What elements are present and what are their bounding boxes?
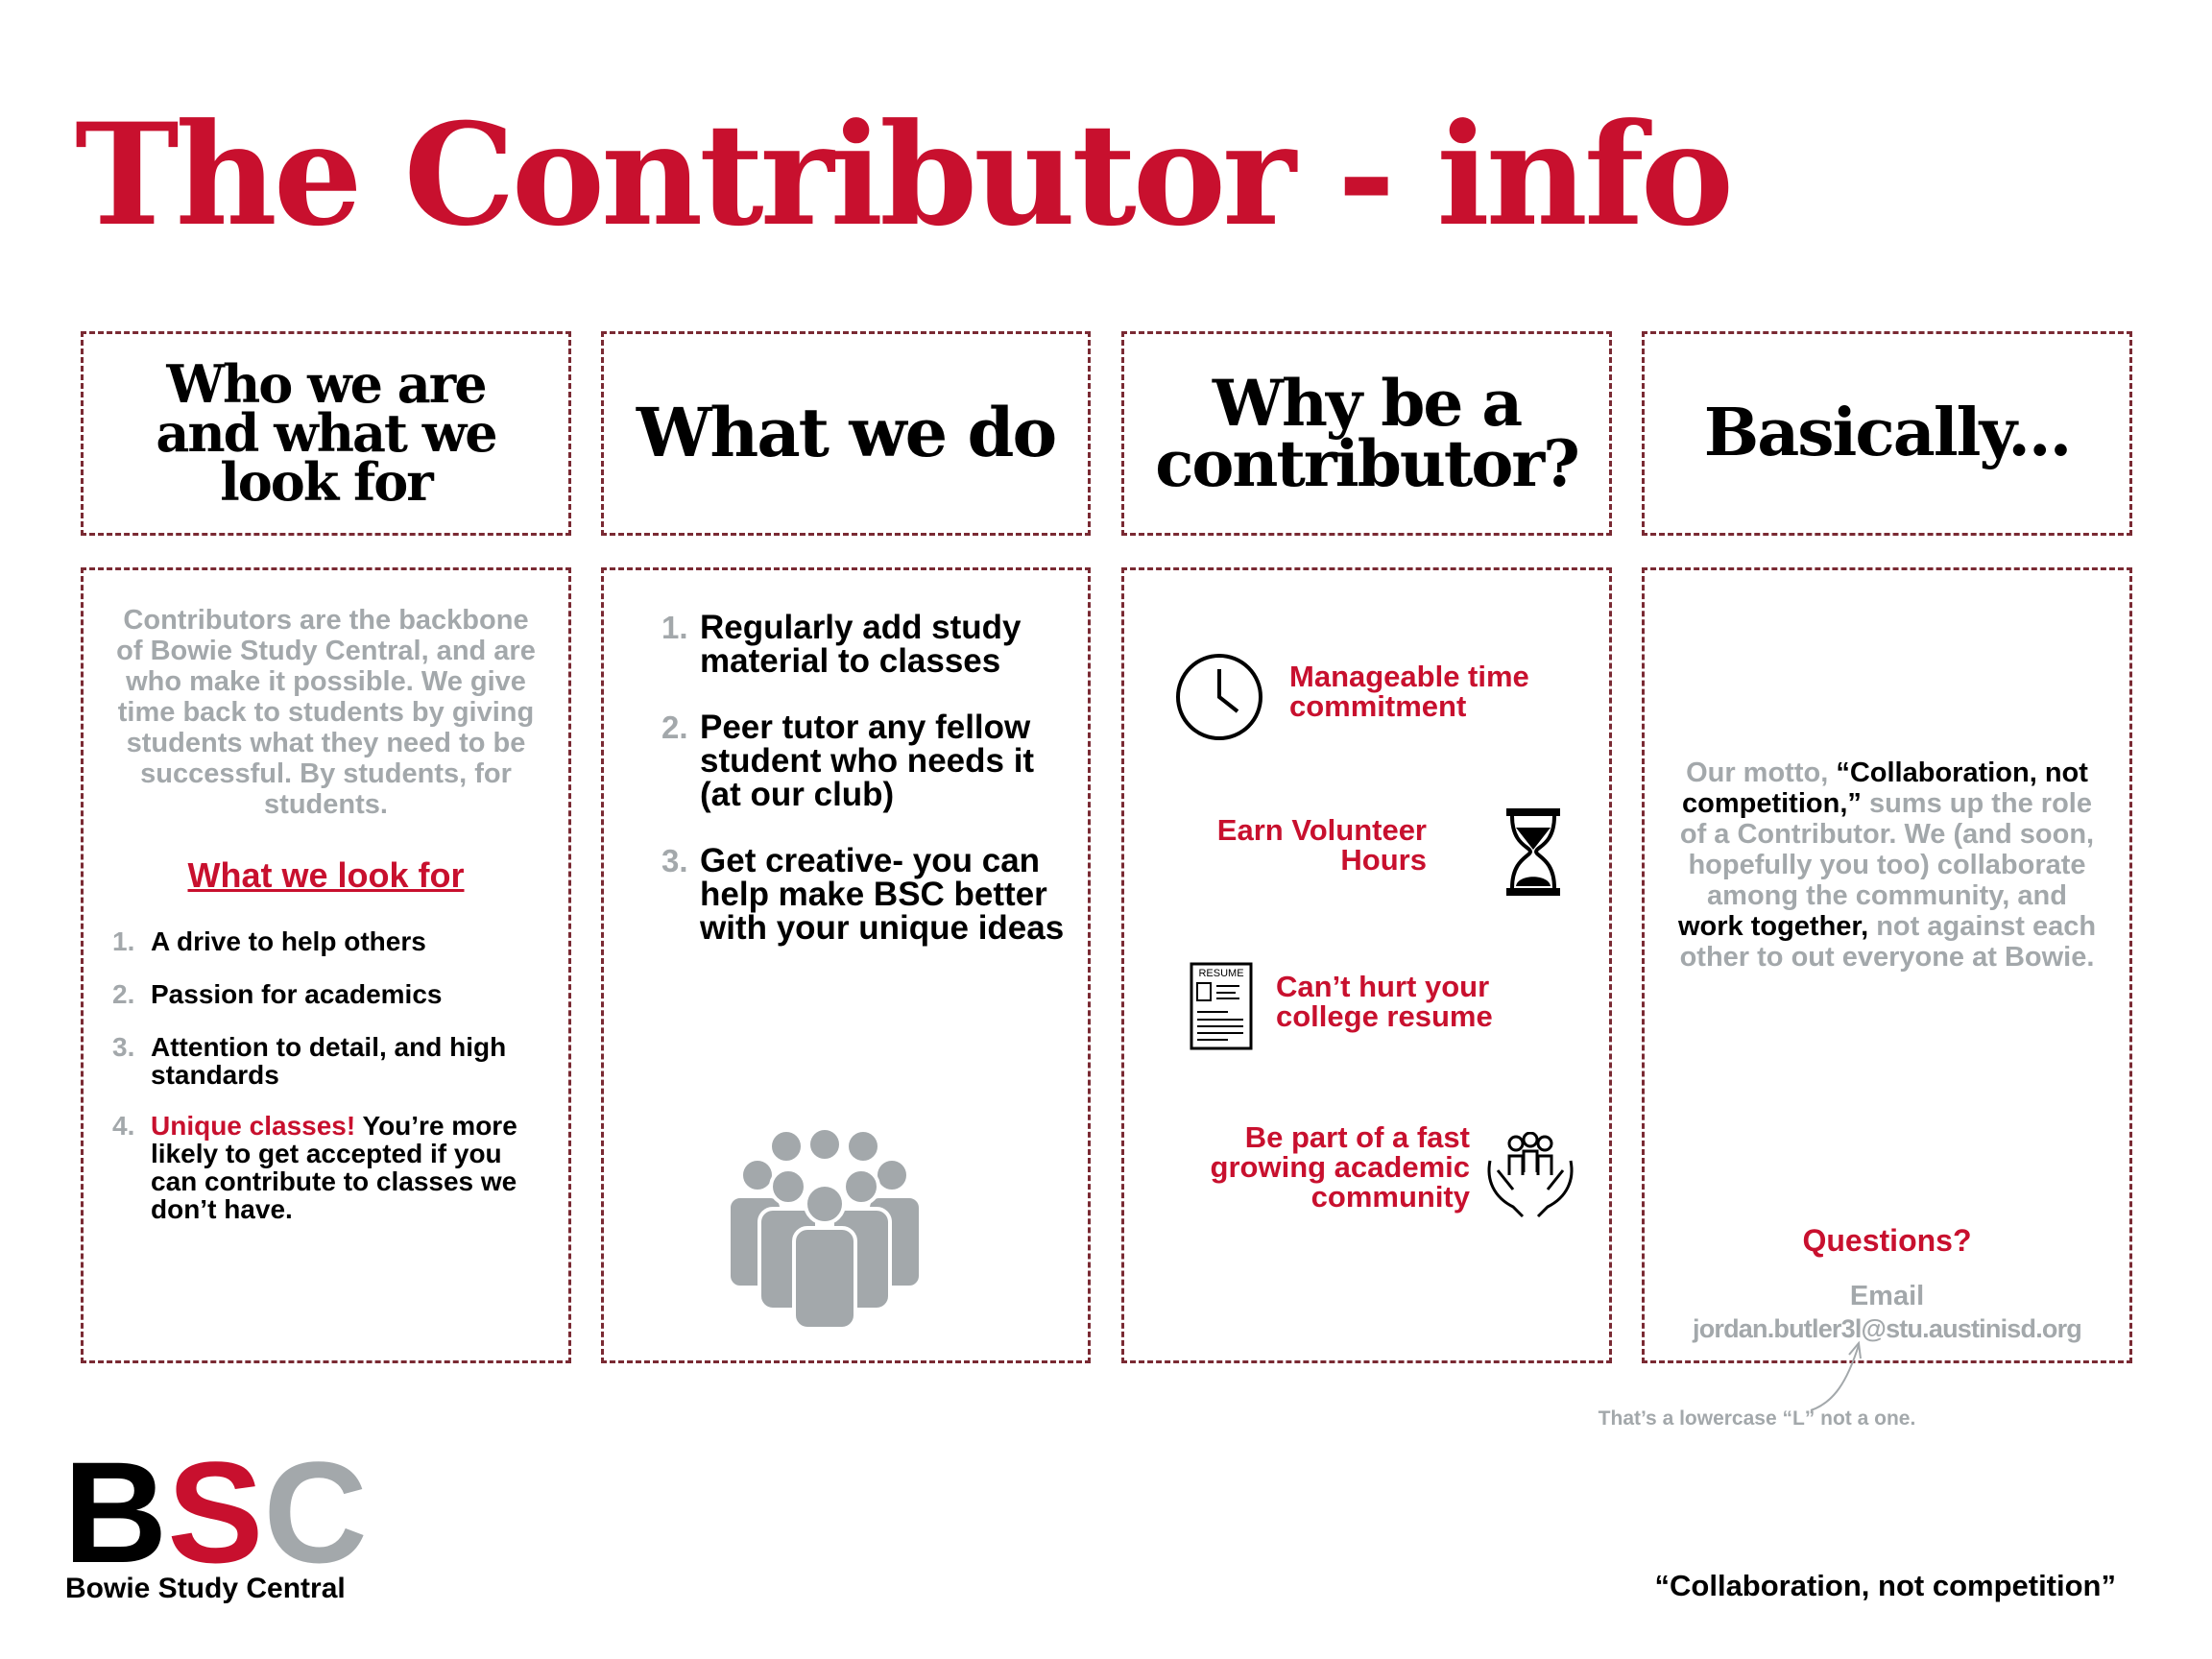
benefit-text: Be part of a fast growing academic community bbox=[1210, 1120, 1470, 1214]
community-hands-icon bbox=[1484, 1132, 1576, 1220]
benefit-text: Earn Volunteer Hours bbox=[1216, 813, 1427, 877]
list-item: Passion for academics bbox=[151, 979, 443, 1009]
resume-icon bbox=[1190, 962, 1253, 1050]
list-item: Peer tutor any fellow student who needs it (at our club) bbox=[700, 709, 1035, 813]
what-we-look-for-heading: What we look for bbox=[187, 855, 465, 895]
email-link[interactable]: jordan.butler3l@stu.austinisd.org bbox=[1693, 1314, 2081, 1343]
box-who bbox=[81, 567, 571, 1363]
list-item: Attention to detail, and high standards bbox=[151, 1032, 507, 1090]
list-item: Get creative- you can help make BSC better with your unique ideas bbox=[700, 842, 1065, 947]
motto-text: Our motto, bbox=[1686, 757, 1837, 788]
who-intro: Contributors are the backbone of Bowie Study Central, and are who make it possible. We give time back to students by giving students what they need to be successful. By students, for students. bbox=[116, 605, 536, 820]
bsc-logo: BSC bbox=[63, 1431, 368, 1593]
box-what bbox=[601, 567, 1091, 1363]
motto-text: sums up the role of a Contributor. We (and soon, hopefully you too) collaborate among the community, and bbox=[1679, 788, 2095, 911]
header-what bbox=[601, 331, 1091, 536]
header-why bbox=[1121, 331, 1612, 536]
motto-text: not against each other to out everyone at Bowie. bbox=[1679, 911, 2097, 973]
box-why bbox=[1121, 567, 1612, 1363]
list-number: 2. bbox=[112, 979, 135, 1009]
header-who-text: Who we are and what we look for bbox=[156, 352, 496, 514]
footer-quote: “Collaboration, not competition” bbox=[1654, 1569, 2116, 1602]
header-why-text: Why be a contributor? bbox=[1155, 365, 1578, 501]
list-number: 3. bbox=[112, 1032, 135, 1062]
svg-text:RESUME: RESUME bbox=[1198, 968, 1244, 979]
list-item: Regularly add study material to classes bbox=[700, 609, 1022, 680]
header-basically-text: Basically... bbox=[1703, 395, 2071, 472]
list-number: 2. bbox=[661, 709, 688, 745]
list-number: 4. bbox=[112, 1111, 135, 1141]
list-number: 1. bbox=[112, 926, 135, 956]
email-note: That’s a lowercase “L” not a one. bbox=[1598, 1407, 1916, 1430]
header-what-text: What we do bbox=[636, 393, 1056, 473]
page-title: The Contributor - info bbox=[75, 93, 1731, 257]
list-item-highlight: Unique classes! bbox=[151, 1111, 356, 1141]
box-basically bbox=[1642, 567, 2132, 1363]
email-label: Email bbox=[1849, 1281, 1925, 1311]
benefit-text: Manageable time commitment bbox=[1289, 660, 1529, 723]
list-item-text: You’re more likely to get accepted if you can contribute to classes we don’t have. bbox=[151, 1111, 517, 1224]
list-number: 3. bbox=[661, 843, 688, 878]
list-number: 1. bbox=[661, 610, 688, 645]
header-basically bbox=[1642, 331, 2132, 536]
list-item bbox=[151, 1112, 535, 1223]
hourglass-icon bbox=[1504, 806, 1562, 898]
benefit-text: Can’t hurt your college resume bbox=[1276, 970, 1493, 1033]
motto-emphasis: work together, bbox=[1677, 911, 1869, 942]
motto-quote: “Collaboration, not competition,” bbox=[1682, 757, 2088, 819]
list-item: A drive to help others bbox=[151, 926, 426, 956]
motto-paragraph bbox=[1673, 757, 2101, 973]
clock-icon bbox=[1174, 652, 1265, 743]
arrow-icon bbox=[1805, 1339, 1863, 1416]
logo-name: Bowie Study Central bbox=[65, 1573, 346, 1604]
questions-heading: Questions? bbox=[1802, 1223, 1972, 1258]
header-who bbox=[81, 331, 571, 536]
group-icon bbox=[719, 1127, 930, 1329]
